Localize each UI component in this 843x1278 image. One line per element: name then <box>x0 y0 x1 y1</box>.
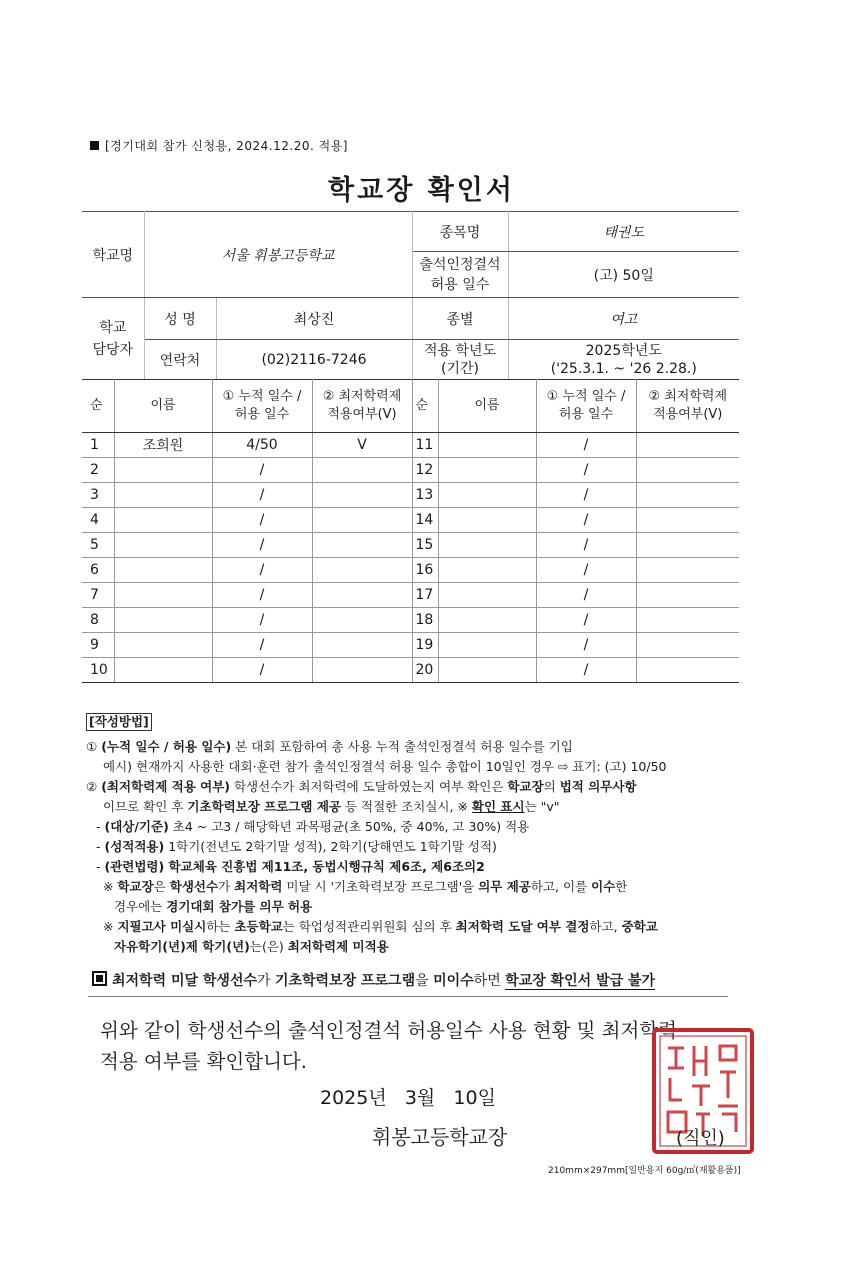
col-num-right: 순 <box>412 380 438 433</box>
cell-check <box>312 633 412 658</box>
page-title: 학교장 확인서 <box>328 175 515 206</box>
principal-title: 휘봉고등학교장 <box>372 1125 508 1149</box>
cell-name <box>438 433 536 458</box>
cell-num: 20 <box>412 658 438 683</box>
cell-name <box>114 483 212 508</box>
cell-days: 4/50 <box>212 433 312 458</box>
cell-num: 16 <box>412 558 438 583</box>
col-num: 순 <box>82 380 114 433</box>
cell-days: / <box>536 458 636 483</box>
table-row <box>82 533 739 558</box>
col-min: ② 최저학력제 적용여부(V) <box>312 380 412 433</box>
cell-days: / <box>536 658 636 683</box>
col-days-right: ① 누적 일수 / 허용 일수 <box>536 380 636 433</box>
cell-name <box>114 608 212 633</box>
notice: 최저학력 미달 학생선수가 기초학력보장 프로그램을 미이수하면 학교장 확인서 발급 불가 <box>92 970 655 990</box>
cell-check <box>312 558 412 583</box>
col-min-right: ② 최저학력제 적용여부(V) <box>636 380 739 433</box>
cell-check <box>636 608 739 633</box>
category-label: 종별 <box>412 298 508 340</box>
cell-name <box>438 608 536 633</box>
col-name-right: 이름 <box>438 380 536 433</box>
cell-days: / <box>536 533 636 558</box>
cell-days: / <box>212 608 312 633</box>
instruction-line: - (관련법령) 학교체육 진흥법 제11조, 동법시행규칙 제6조, 제6조의2 <box>96 859 485 874</box>
cell-check <box>636 633 739 658</box>
absence-value: (고) 50일 <box>508 252 739 298</box>
absence-label: 출석인정결석 허용 일수 <box>412 252 508 298</box>
cell-num: 7 <box>82 583 114 608</box>
table-row <box>82 608 739 633</box>
cell-name <box>114 633 212 658</box>
year-label: 적용 학년도 (기간) <box>412 340 508 380</box>
instruction-line: 예시) 현재까지 사용한 대회·훈련 참가 출석인정결석 허용 일수 총합이 10일인 경우 ⇨ 표기: (고) 10/50 <box>103 759 667 774</box>
sport-value: 태권도 <box>508 212 739 252</box>
col-name: 이름 <box>114 380 212 433</box>
cell-days: / <box>212 658 312 683</box>
cell-check <box>312 508 412 533</box>
cell-num: 2 <box>82 458 114 483</box>
instruction-line: 경우에는 경기대회 참가를 의무 허용 <box>114 899 313 914</box>
cell-check <box>636 533 739 558</box>
school-info-table <box>82 211 739 380</box>
table-row <box>82 483 739 508</box>
cell-days: / <box>212 458 312 483</box>
cell-num: 15 <box>412 533 438 558</box>
school-label: 학교명 <box>82 212 144 298</box>
cell-name <box>114 458 212 483</box>
cell-days: / <box>536 433 636 458</box>
instruction-line: ② (최저학력제 적용 여부) 학생선수가 최저학력에 도달하였는지 여부 확인은 학교장의 법적 의무사항 <box>86 779 637 794</box>
cell-check <box>636 558 739 583</box>
cell-num: 4 <box>82 508 114 533</box>
cell-name <box>114 658 212 683</box>
table-row <box>82 583 739 608</box>
cell-check <box>312 583 412 608</box>
table-row <box>82 658 739 683</box>
square-bullet-icon <box>90 141 99 150</box>
cell-num: 5 <box>82 533 114 558</box>
cell-name: 조희원 <box>114 433 212 458</box>
col-days: ① 누적 일수 / 허용 일수 <box>212 380 312 433</box>
cell-days: / <box>212 483 312 508</box>
cell-name <box>438 633 536 658</box>
cell-name <box>438 583 536 608</box>
sport-label: 종목명 <box>412 212 508 252</box>
year-value: 2025학년도 ('25.3.1. ~ '26 2.28.) <box>508 340 739 380</box>
cell-name <box>114 583 212 608</box>
table-row <box>82 558 739 583</box>
cell-name <box>438 508 536 533</box>
table-row <box>82 633 739 658</box>
cell-check <box>636 433 739 458</box>
cell-name <box>438 558 536 583</box>
cell-name <box>438 533 536 558</box>
name-label: 성 명 <box>144 298 216 340</box>
checkbox-square-icon <box>92 971 107 986</box>
cell-check: V <box>312 433 412 458</box>
instructions-title: [작성방법] <box>86 713 152 731</box>
cell-check <box>312 458 412 483</box>
cell-num: 6 <box>82 558 114 583</box>
cell-days: / <box>536 608 636 633</box>
cell-check <box>312 533 412 558</box>
cell-days: / <box>212 633 312 658</box>
cell-num: 17 <box>412 583 438 608</box>
instruction-line: - (성적적용) 1학기(전년도 2학기말 성적), 2학기(당해연도 1학기말 성적) <box>96 839 497 854</box>
confirmation-text: 위와 같이 학생선수의 출석인정결석 허용일수 사용 현황 및 최저학력 적용 여부를 확인합니다. <box>100 1019 678 1073</box>
phone-label: 연락처 <box>144 340 216 380</box>
cell-days: / <box>536 483 636 508</box>
instruction-line: ※ 지필고사 미실시하는 초등학교는 학업성적관리위원회 심의 후 최저학력 도달 여부 결정하고, 중학교 <box>103 919 658 934</box>
cell-name <box>114 533 212 558</box>
instruction-line: - (대상/기준) 초4 ~ 고3 / 해당학년 과목평균(초 50%, 중 40%, 고 30%) 적용 <box>96 819 530 834</box>
cell-check <box>636 458 739 483</box>
phone-value: (02)2116-7246 <box>216 340 412 380</box>
cell-check <box>312 608 412 633</box>
issue-date: 2025년 3월 10일 <box>320 1087 496 1109</box>
cell-days: / <box>536 633 636 658</box>
cell-days: / <box>212 508 312 533</box>
instructions <box>86 712 766 957</box>
cell-days: / <box>212 583 312 608</box>
student-table <box>82 379 739 683</box>
cell-num: 13 <box>412 483 438 508</box>
cell-num: 11 <box>412 433 438 458</box>
table-row <box>82 433 739 458</box>
seal-label: (직인) <box>676 1128 725 1149</box>
header-note: [경기대회 참가 신청용, 2024.12.20. 적용] <box>90 137 348 154</box>
table-row <box>82 458 739 483</box>
instruction-line: 이므로 확인 후 기초학력보장 프로그램 제공 등 적절한 조치실시, ※ 확인 표시는 "v" <box>103 799 560 814</box>
cell-days: / <box>536 508 636 533</box>
cell-name <box>438 658 536 683</box>
contact-label: 학교 담당자 <box>82 298 144 380</box>
cell-days: / <box>212 533 312 558</box>
name-value: 최상진 <box>216 298 412 340</box>
cell-check <box>636 483 739 508</box>
instruction-line: 자유학기(년)제 학기(년)는(은) 최저학력제 미적용 <box>114 939 389 954</box>
cell-check <box>636 658 739 683</box>
cell-num: 3 <box>82 483 114 508</box>
table-row <box>82 508 739 533</box>
cell-num: 9 <box>82 633 114 658</box>
category-value: 여고 <box>508 298 739 340</box>
cell-name <box>114 508 212 533</box>
cell-days: / <box>536 583 636 608</box>
instruction-line: ① (누적 일수 / 허용 일수) 본 대회 포함하여 총 사용 누적 출석인정결석 허용 일수를 기입 <box>86 739 573 754</box>
cell-num: 1 <box>82 433 114 458</box>
cell-check <box>312 483 412 508</box>
cell-days: / <box>536 558 636 583</box>
paper-spec: 210mm×297mm[일반용지 60g/㎡(재활용품)] <box>548 1166 741 1176</box>
table-header <box>82 380 739 433</box>
cell-name <box>438 458 536 483</box>
cell-num: 12 <box>412 458 438 483</box>
cell-num: 14 <box>412 508 438 533</box>
cell-check <box>312 658 412 683</box>
cell-name <box>114 558 212 583</box>
cell-num: 19 <box>412 633 438 658</box>
cell-name <box>438 483 536 508</box>
cell-num: 10 <box>82 658 114 683</box>
divider <box>88 996 728 997</box>
cell-num: 8 <box>82 608 114 633</box>
cell-check <box>636 583 739 608</box>
instruction-line: ※ 학교장은 학생선수가 최저학력 미달 시 '기초학력보장 프로그램'을 의무 제공하고, 이를 이수한 <box>103 879 628 894</box>
school-value: 서울 휘봉고등학교 <box>144 212 412 298</box>
cell-days: / <box>212 558 312 583</box>
cell-check <box>636 508 739 533</box>
cell-num: 18 <box>412 608 438 633</box>
